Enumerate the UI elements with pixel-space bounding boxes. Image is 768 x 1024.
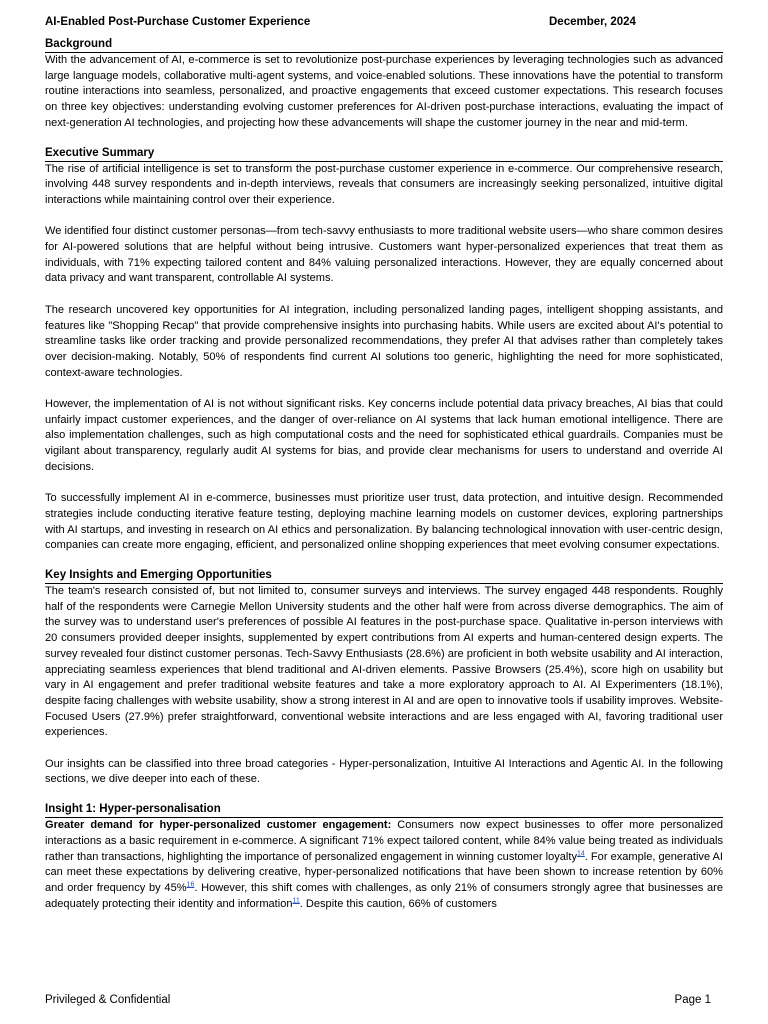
insight-1-paragraph — [45, 818, 723, 912]
section-heading-background: Background — [45, 37, 723, 53]
section-heading-executive-summary: Executive Summary — [45, 146, 723, 162]
document-date: December, 2024 — [549, 16, 636, 28]
executive-summary-paragraph-3: The research uncovered key opportunities for AI integration, including personalized landing pages, intelligent shopping assistants, and features like "Shopping Recap" that provide comprehensive insights into purchasing habits. While users are excited about AI's potential to streamline tasks like order tracking and provide personalized recommendations, they prefer AI that advises rather than completely takes over decision-making. Notably, 50% of respondents find current AI solutions too generic, highlighting the need for more sophisticated, context-aware technologies. — [45, 303, 723, 379]
executive-summary-paragraph-5: To successfully implement AI in e-commerce, businesses must prioritize user trust, data protection, and intuitive design. Recommended strategies include conducting iterative feature testing, deploying machine learning models on customer devices, exploring partnerships with AI startups, and investing in research on AI ethics and personalization. By balancing technological innovation with user-centric design, companies can create more engaging, efficient, and personalized online shopping experiences that meet evolving consumer expectations. — [45, 492, 723, 552]
document-title: AI-Enabled Post-Purchase Customer Experience — [45, 16, 311, 28]
citation-link-16[interactable]: 16 — [186, 881, 195, 889]
section-background — [45, 37, 723, 132]
document-page — [45, 14, 723, 912]
section-heading-insight-1: Insight 1: Hyper-personalisation — [45, 802, 723, 818]
confidential-label: Privileged & Confidential — [45, 994, 171, 1006]
insight-1-lead: Greater demand for hyper-personalized customer engagement: — [45, 819, 392, 832]
key-insights-paragraph-1: The team's research consisted of, but not limited to, consumer surveys and interviews. The survey engaged 448 respondents. Roughly half of the respondents were Carnegie Mellon University students and the other half were from across diverse demographics. The aim of the survey was to understand user's preferences of possible AI features in the post-purchase space. Qualitative in-person interviews with 20 consumers provided deeper insights, supplemented by expert contributions from AI experts and human-centered design experts. The survey revealed four distinct customer personas. Tech-Savvy Enthusiasts (28.6%) are proficient in both website usability and AI interaction, appreciating seamless experiences that blend traditional and AI-driven elements. Passive Browsers (25.4%), score high on usability but vary in AI engagement and prefer traditional website features and take a more exploratory approach to AI. AI Experimenters (18.1%), despite facing challenges with website usability, show a strong interest in AI and are open to innovative tools if usability improves. Website-Focused Users (27.9%) prefer straightforward, conventional website interactions and are less engaged with AI, favoring traditional user experiences. — [45, 585, 723, 739]
insight-1-text-3: . However, this shift comes with challenges, as only 21% of consumers strongly agree that businesses are adequately protecting their identity and information — [45, 881, 723, 910]
key-insights-paragraph-2: Our insights can be classified into three broad categories - Hyper-personalization, Intuitive AI Interactions and Agentic AI. In the following sections, we dive deeper into each of these. — [45, 757, 723, 786]
background-paragraph: With the advancement of AI, e-commerce is set to revolutionize post-purchase experiences by leveraging technologies such as advanced large language models, collaborative multi-agent systems, and voice-enabled solutions. These innovations have the potential to transform routine interactions into seamless, personalized, and proactive engagements that exceed customer expectations. This research focuses on three key objectives: understanding evolving customer preferences for AI-driven post-purchase interactions, evaluating the impact of next-generation AI technologies, and projecting how these advancements will shape the customer journey in the near and mid-term. — [45, 54, 723, 129]
executive-summary-paragraph-4: However, the implementation of AI is not without significant risks. Key concerns include potential data privacy breaches, AI bias that could unfairly impact customer experiences, and the danger of over-reliance on AI systems that lack human emotional intelligence. There are also implementation challenges, such as high computational costs and the need for sophisticated ethical guardrails. Companies must be vigilant about transparency, regularly audit AI systems for bias, and provide clear mechanisms for users to understand and override AI decisions. — [45, 398, 723, 473]
section-key-insights — [45, 568, 723, 788]
section-executive-summary — [45, 146, 723, 555]
citation-link-14[interactable]: 14 — [576, 849, 585, 857]
citation-link-11[interactable]: 11 — [292, 897, 300, 904]
document-footer — [45, 993, 723, 1009]
insight-1-text-4: . Despite this caution, 66% of customers — [299, 897, 497, 910]
executive-summary-paragraph-1: The rise of artificial intelligence is set to transform the post-purchase customer experience in e-commerce. Our comprehensive research, involving 448 survey respondents and in-depth interviews, reveals that consumers are increasingly seeking personalized, intuitive digital interactions while maintaining control over their experience. — [45, 162, 723, 206]
section-heading-key-insights: Key Insights and Emerging Opportunities — [45, 568, 723, 584]
page-number: Page 1 — [674, 994, 711, 1006]
insight-1-text-1: Consumers now expect businesses to offer more personalized interactions as a basic requirement in e-commerce. A significant 71% expect tailored content, while 84% value being treated as individuals rather than transactions, highlighting the importance of personalized engagement in winning customer loyalty — [45, 819, 723, 863]
document-header — [45, 14, 723, 31]
insight-1-text-2: . For example, generative AI can meet these expectations by delivering creative, hyper-personalized notifications that have been shown to increase retention by 60% and order frequency by 45% — [45, 850, 723, 894]
section-insight-1 — [45, 802, 723, 912]
executive-summary-paragraph-2: We identified four distinct customer personas—from tech-savvy enthusiasts to more traditional website users—who share common desires for AI-powered solutions that are helpful without being intrusive. Customers want hyper-personalized experiences that treat them as individuals, with 71% expecting tailored content and 84% valuing personalized interactions. However, they are equally concerned about data privacy and want transparent, controllable AI systems. — [45, 225, 723, 285]
